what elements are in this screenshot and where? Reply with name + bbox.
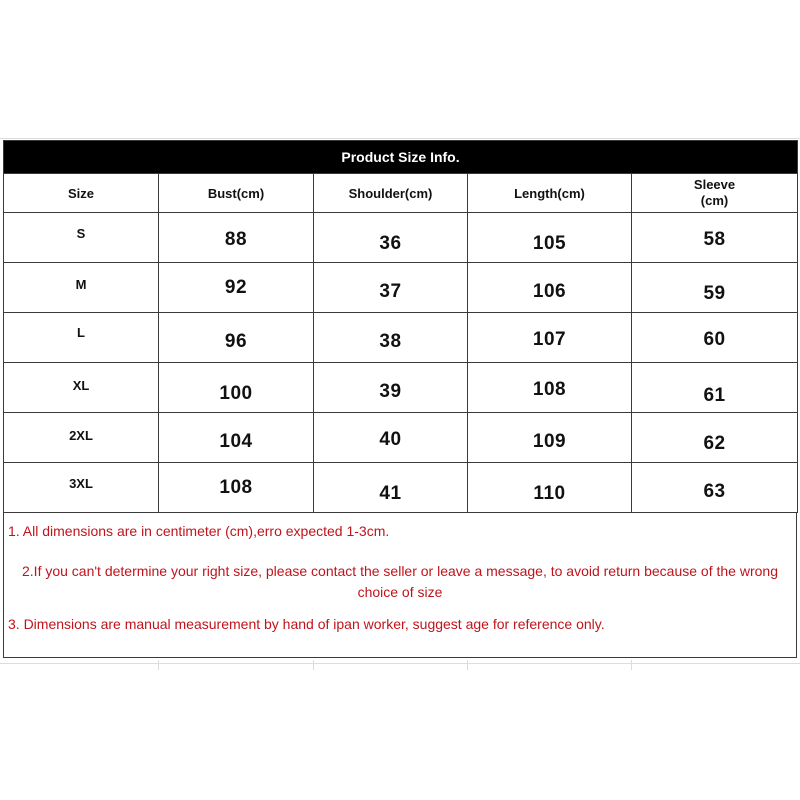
cell-shoulder — [314, 463, 468, 513]
bust-value: 88 — [224, 228, 248, 250]
size-label: XL — [72, 377, 90, 393]
grid-line — [0, 663, 800, 664]
cell-shoulder — [314, 213, 468, 263]
sleeve-value: 59 — [703, 282, 726, 304]
note-3: 3. Dimensions are manual measurement by hand of ipan worker, suggest age for reference only. — [8, 616, 605, 632]
bust-value: 104 — [219, 430, 253, 452]
cell-length — [468, 363, 632, 413]
sleeve-value: 58 — [703, 228, 726, 250]
table-row — [4, 263, 798, 313]
size-label: M — [75, 276, 87, 292]
cell-sleeve — [632, 463, 798, 513]
grid-line — [313, 660, 314, 670]
table-row — [4, 363, 798, 413]
cell-length — [468, 213, 632, 263]
length-value: 105 — [532, 232, 567, 254]
sleeve-value: 60 — [703, 328, 726, 350]
length-value: 106 — [532, 280, 567, 302]
grid-line — [467, 660, 468, 670]
cell-bust — [159, 413, 314, 463]
bust-value: 100 — [219, 382, 253, 404]
length-value: 108 — [532, 378, 567, 400]
shoulder-value: 40 — [379, 428, 402, 450]
length-value: 110 — [533, 482, 566, 504]
shoulder-value: 39 — [379, 380, 402, 402]
cell-shoulder — [314, 363, 468, 413]
sleeve-value: 62 — [703, 432, 726, 454]
length-value: 107 — [532, 328, 567, 350]
sleeve-value: 61 — [703, 384, 726, 406]
cell-size — [4, 413, 159, 463]
cell-size — [4, 463, 159, 513]
cell-bust — [159, 463, 314, 513]
grid-line — [631, 660, 632, 670]
table-row — [4, 463, 798, 513]
cell-sleeve — [632, 313, 798, 363]
header-bust: Bust(cm) — [159, 174, 314, 213]
cell-shoulder — [314, 263, 468, 313]
table-row — [4, 413, 798, 463]
bust-value: 96 — [224, 330, 248, 352]
cell-sleeve — [632, 213, 798, 263]
table-title: Product Size Info. — [4, 141, 798, 174]
cell-shoulder — [314, 413, 468, 463]
header-row — [4, 174, 798, 213]
cell-length — [468, 413, 632, 463]
cell-size — [4, 263, 159, 313]
shoulder-value: 36 — [379, 232, 402, 254]
shoulder-value: 41 — [379, 482, 402, 504]
note-2: 2.If you can't determine your right size, please contact the seller or leave a message, to avoid return because of the wrong choice of size — [22, 563, 778, 600]
cell-length — [468, 463, 632, 513]
table-row — [4, 313, 798, 363]
cell-size — [4, 213, 159, 263]
shoulder-value: 38 — [379, 330, 402, 352]
cell-bust — [159, 263, 314, 313]
header-sleeve: Sleeve (cm) — [632, 174, 798, 213]
length-value: 109 — [532, 430, 567, 452]
grid-line — [0, 138, 800, 139]
size-label: S — [76, 225, 86, 241]
cell-sleeve — [632, 263, 798, 313]
cell-length — [468, 313, 632, 363]
bust-value: 108 — [219, 476, 253, 498]
header-length: Length(cm) — [468, 174, 632, 213]
cell-bust — [159, 213, 314, 263]
sleeve-value: 63 — [703, 480, 726, 502]
cell-size — [4, 313, 159, 363]
cell-bust — [159, 313, 314, 363]
size-label: 3XL — [69, 475, 93, 491]
grid-line — [158, 660, 159, 670]
shoulder-value: 37 — [379, 280, 402, 302]
cell-shoulder — [314, 313, 468, 363]
table-row — [4, 213, 798, 263]
size-table — [3, 140, 798, 513]
cell-size — [4, 363, 159, 413]
cell-length — [468, 263, 632, 313]
size-label: 2XL — [69, 427, 93, 443]
header-size: Size — [4, 174, 159, 213]
note-1: 1. All dimensions are in centimeter (cm),erro expected 1-3cm. — [8, 523, 390, 539]
cell-sleeve — [632, 363, 798, 413]
notes-section — [3, 513, 797, 658]
cell-sleeve — [632, 413, 798, 463]
bust-value: 92 — [224, 276, 248, 298]
cell-bust — [159, 363, 314, 413]
size-label: L — [77, 324, 85, 340]
header-shoulder: Shoulder(cm) — [314, 174, 468, 213]
size-sheet — [3, 140, 797, 658]
